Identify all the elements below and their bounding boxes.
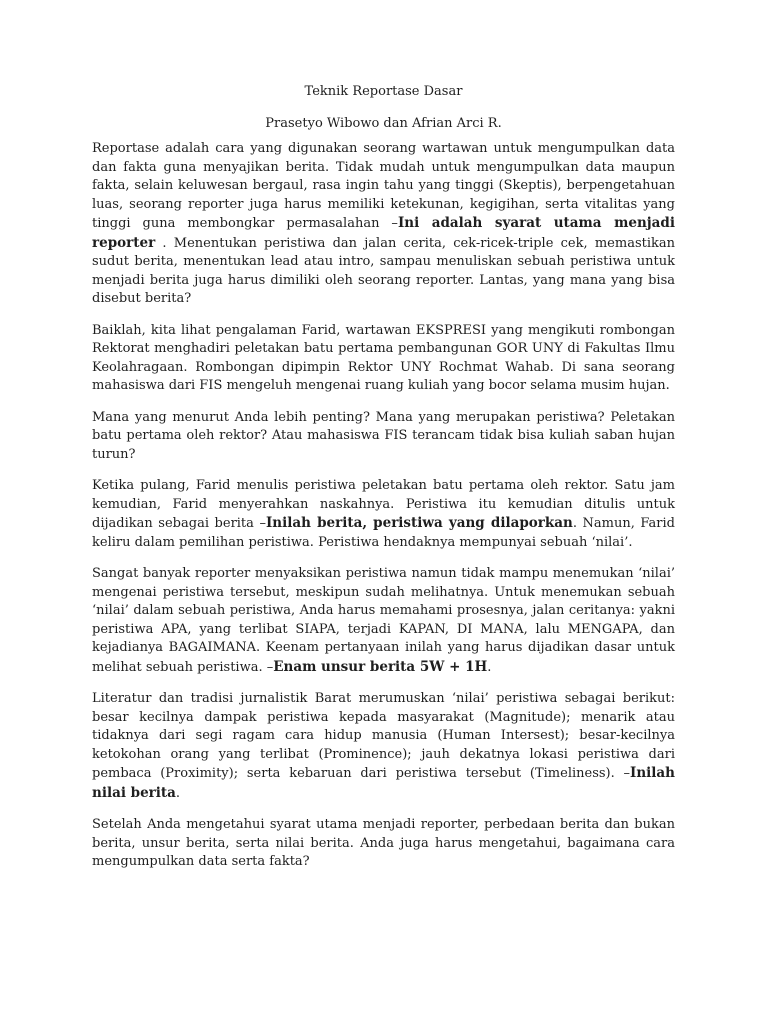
paragraph-text: . — [487, 659, 492, 675]
paragraph-text: . Menentukan peristiwa dan jalan cerita, cek-ricek-triple cek, memastikan sudut berita, menentukan lead atau intro, sampau menuliskan sebuah peristiwa untuk menjadi berita juga harus dimiliki oleh seorang reporter. Lantas, yang mana yang bisa disebut berita? — [92, 235, 675, 306]
paragraph-5 — [92, 565, 675, 677]
paragraph-text: . Namun, Farid keliru dalam pemilihan peristiwa. Peristiwa hendaknya mempunyai sebuah ‘nilai’. — [92, 516, 675, 550]
emphasis-text: Inilah berita, peristiwa yang dilaporkan — [265, 515, 573, 531]
paragraph-1 — [92, 140, 675, 309]
paragraph-text: Baiklah, kita lihat pengalaman Farid, wartawan EKSPRESI yang mengikuti rombongan Rektorat menghadiri peletakan batu pertama pembangunan GOR UNY di Fakultas Ilmu Keolahragaan. Rombongan dipimpin Rektor UNY Rochmat Wahab. Di sana seorang mahasiswa dari FIS mengeluh mengenai ruang kuliah yang bocor selama musim hujan. — [92, 322, 675, 393]
document-title: Teknik Reportase Dasar — [304, 84, 463, 99]
paragraph-text: Literatur dan tradisi jurnalistik Barat merumuskan ‘nilai’ peristiwa sebagai berikut: besar kecilnya dampak peristiwa kepada masyarakat (Magnitude); menarik atau tidaknya dari segi ragam cara hidup manusia (Human Intersest); besar-kecilnya ketokohan orang yang terlibat (Prominence); jauh dekatnya lokasi peristiwa dari pembaca (Proximity); serta kebaruan dari peristiwa tersebut (Timeliness). – — [92, 691, 675, 781]
document-authors: Prasetyo Wibowo dan Afrian Arci R. — [265, 116, 502, 131]
emphasis-text: Inilah nilai berita — [92, 765, 675, 801]
paragraph-3 — [92, 409, 675, 465]
document-page — [92, 82, 675, 885]
paragraph-4 — [92, 477, 675, 552]
paragraph-6 — [92, 690, 675, 803]
paragraph-text: . — [175, 785, 181, 801]
emphasis-text: Enam unsur berita 5W + 1H — [273, 658, 488, 675]
paragraph-2 — [92, 322, 675, 396]
paragraph-text: Setelah Anda mengetahui syarat utama menjadi reporter, perbedaan berita dan bukan berita, unsur berita, serta nilai berita. Anda juga harus mengetahui, bagaimana cara mengumpulkan data serta fakta? — [92, 817, 675, 869]
paragraph-text: Mana yang menurut Anda lebih penting? Mana yang merupakan peristiwa? Peletakan batu pertama oleh rektor? Atau mahasiswa FIS terancam tidak bisa kuliah saban hujan turun? — [92, 409, 675, 462]
paragraph-text: Reportase adalah cara yang digunakan seorang wartawan untuk mengumpulkan data dan fakta guna menyajikan berita. Tidak mudah untuk mengumpulkan data maupun fakta, selain keluwesan bergaul, rasa ingin tahu yang tinggi (Skeptis), berpengetahuan luas, seorang reporter juga harus memiliki ketekunan, kegigihan, serta vitalitas yang tinggi guna membongkar permasalahan – — [92, 141, 675, 231]
paragraph-text: Ketika pulang, Farid menulis peristiwa peletakan batu pertama oleh rektor. Satu jam kemudian, Farid menyerahkan naskahnya. Peristiwa itu kemudian ditulis untuk dijadikan sebagai berita – — [92, 478, 675, 531]
emphasis-text: Ini adalah syarat utama menjadi reporter — [92, 215, 675, 251]
paragraph-7 — [92, 816, 675, 872]
paragraph-text: Sangat banyak reporter menyaksikan peristiwa namun tidak mampu menemukan ‘nilai’ mengenai peristiwa tersebut, meskipun sudah melihatnya. Untuk menemukan sebuah ‘nilai’ dalam sebuah peristiwa, Anda harus memahami prosesnya, jalan ceritanya: yakni peristiwa APA, yang terlibat SIAPA, terjadi KAPAN, DI MANA, lalu MENGAPA, dan kejadianya BAGAIMANA. Keenam pertanyaan inilah yang harus dijadikan dasar untuk melihat sebuah peristiwa. – — [92, 566, 675, 675]
